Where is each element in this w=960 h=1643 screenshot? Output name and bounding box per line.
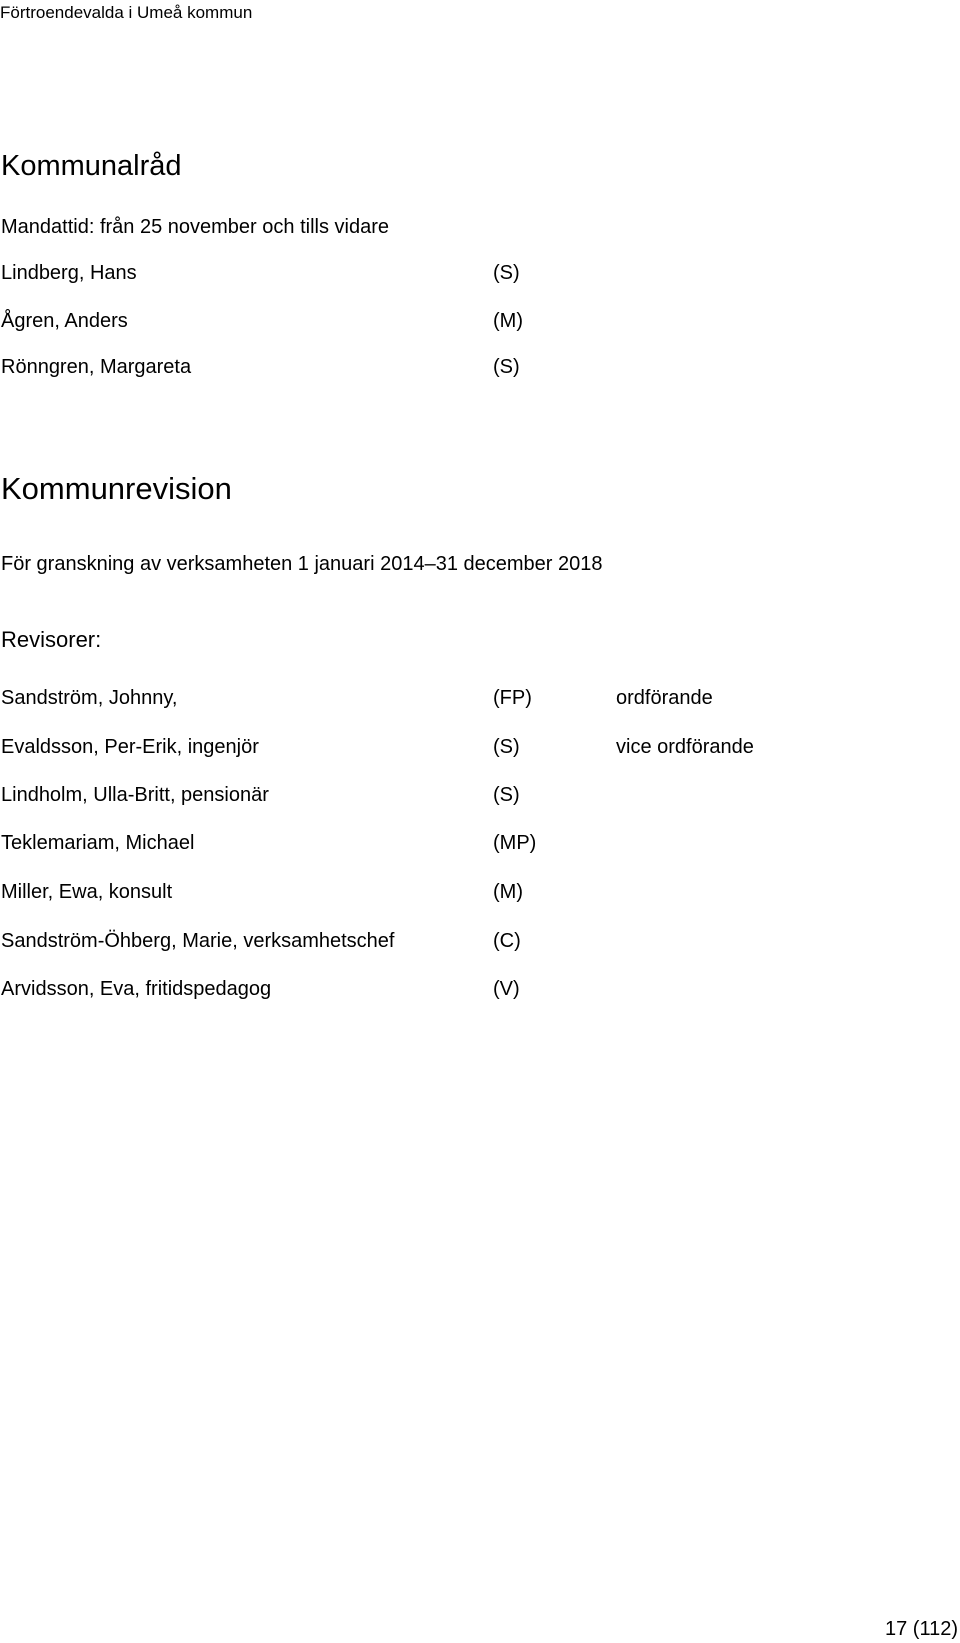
auditor-row bbox=[0, 684, 960, 712]
member-name: Ågren, Anders bbox=[1, 310, 128, 332]
member-party: (S) bbox=[493, 262, 520, 284]
member-name: Lindberg, Hans bbox=[1, 262, 137, 284]
auditor-row bbox=[0, 878, 960, 906]
auditors-subtitle: Revisorer: bbox=[1, 627, 102, 652]
member-party: (S) bbox=[493, 356, 520, 378]
auditor-row bbox=[0, 975, 960, 1003]
auditor-name: Evaldsson, Per-Erik, ingenjör bbox=[1, 736, 259, 758]
auditor-row bbox=[0, 781, 960, 809]
auditor-party: (S) bbox=[493, 736, 520, 758]
auditor-row bbox=[0, 829, 960, 857]
auditor-party: (C) bbox=[493, 930, 521, 952]
document-header: Förtroendevalda i Umeå kommun bbox=[0, 3, 253, 22]
review-period-start: För granskning av verksamheten 1 januari 2014 bbox=[1, 553, 425, 575]
auditor-party: (S) bbox=[493, 784, 520, 806]
auditor-name: Arvidsson, Eva, fritidspedagog bbox=[1, 978, 272, 1000]
auditor-row bbox=[0, 927, 960, 955]
auditor-name: Sandström, Johnny, bbox=[1, 687, 178, 709]
auditor-party: (M) bbox=[493, 881, 523, 903]
auditor-party: (MP) bbox=[493, 832, 537, 854]
review-period bbox=[1, 551, 603, 577]
kommunalrad-member-row bbox=[0, 259, 960, 287]
review-period-dash: – bbox=[424, 553, 436, 575]
auditor-party: (V) bbox=[493, 978, 520, 1000]
kommunrevision-title: Kommunrevision bbox=[1, 471, 232, 506]
member-name: Rönngren, Margareta bbox=[1, 356, 192, 378]
kommunalrad-title: Kommunalråd bbox=[1, 150, 182, 182]
kommunalrad-member-row bbox=[0, 353, 960, 381]
member-party: (M) bbox=[493, 310, 523, 332]
auditor-row bbox=[0, 733, 960, 761]
page-number: 17 (112) bbox=[884, 1618, 958, 1640]
auditor-name: Sandström-Öhberg, Marie, verksamhetschef bbox=[1, 930, 395, 952]
review-period-end: 31 december 2018 bbox=[435, 553, 603, 575]
mandate-text: Mandattid: från 25 november och tills vidare bbox=[1, 216, 389, 238]
auditor-party: (FP) bbox=[493, 687, 532, 709]
auditor-role: vice ordförande bbox=[616, 736, 754, 758]
auditor-name: Lindholm, Ulla-Britt, pensionär bbox=[1, 784, 269, 806]
auditor-role: ordförande bbox=[616, 687, 713, 709]
auditor-name: Miller, Ewa, konsult bbox=[1, 881, 173, 903]
kommunalrad-member-row bbox=[0, 307, 960, 335]
auditor-name: Teklemariam, Michael bbox=[1, 832, 195, 854]
